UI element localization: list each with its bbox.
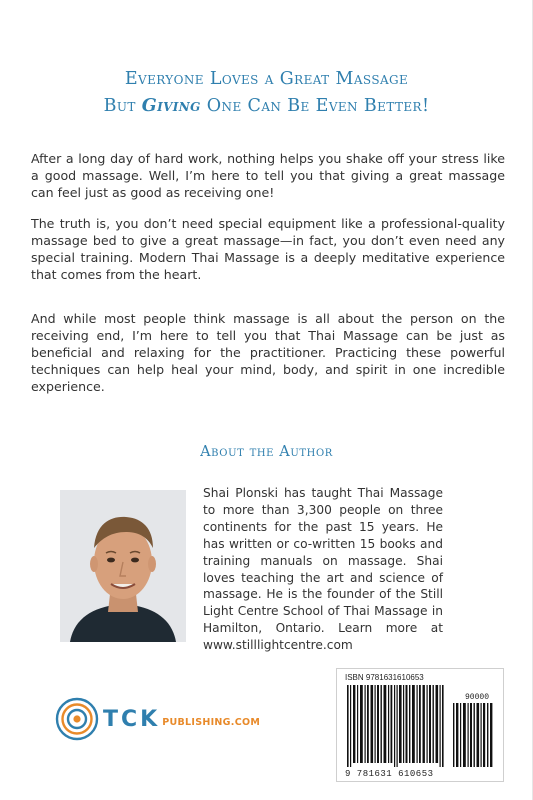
paragraph-1: After a long day of hard work, nothing helps you shake off your stress like a good massage. Well, I’m here to tell you that giving a great massage can feel just as good as receiving one! <box>31 151 505 200</box>
headline-emphasis: Giving <box>141 96 201 116</box>
price-code: 90000 <box>465 693 490 702</box>
logo-publishing: PUBLISHING.COM <box>162 716 261 728</box>
barcode-icon <box>337 669 505 783</box>
barcode-box <box>336 668 504 782</box>
author-bio: Shai Plonski has taught Thai Massage to more than 3,300 people on three continents for the past 15 years. He has written or co-written 15 books and training manuals on massage. Shai loves teaching the art and science of massage. He is the founder of the Still Light Centre School of Thai Massage in Hamilton, Ontario. Learn more at www.stilllightcentre.com <box>203 486 443 653</box>
headline <box>0 66 533 120</box>
headline-line-1: Everyone Loves a Great Massage <box>124 69 409 89</box>
headline-line-2-start: But <box>103 96 142 116</box>
about-author-title: About the Author <box>200 444 333 460</box>
publisher-logo <box>55 694 265 744</box>
author-photo <box>60 490 186 642</box>
logo-tck: TCK <box>103 706 161 732</box>
headline-line-2 <box>0 93 533 120</box>
isbn-label: ISBN 9781631610653 <box>345 673 424 682</box>
tck-spiral-logo-icon <box>55 697 99 741</box>
author-portrait-icon <box>60 490 186 642</box>
paragraph-3: And while most people think massage is all about the person on the receiving end, I’m here to tell you that Thai Massage can be just as beneficial and relaxing for the practitioner. Practicing these powerful techniques can help heal your mind, body, and spirit in one incredible experience. <box>31 311 505 394</box>
paragraph-2: The truth is, you don’t need special equipment like a professional-quality massage bed to give a great massage—in fact, you don’t even need any special training. Modern Thai Massage is a deeply meditative experience that comes from the heart. <box>31 216 505 282</box>
headline-line-2-end: One Can Be Even Better! <box>200 96 430 116</box>
barcode-number: 9 781631 610653 <box>345 769 434 779</box>
